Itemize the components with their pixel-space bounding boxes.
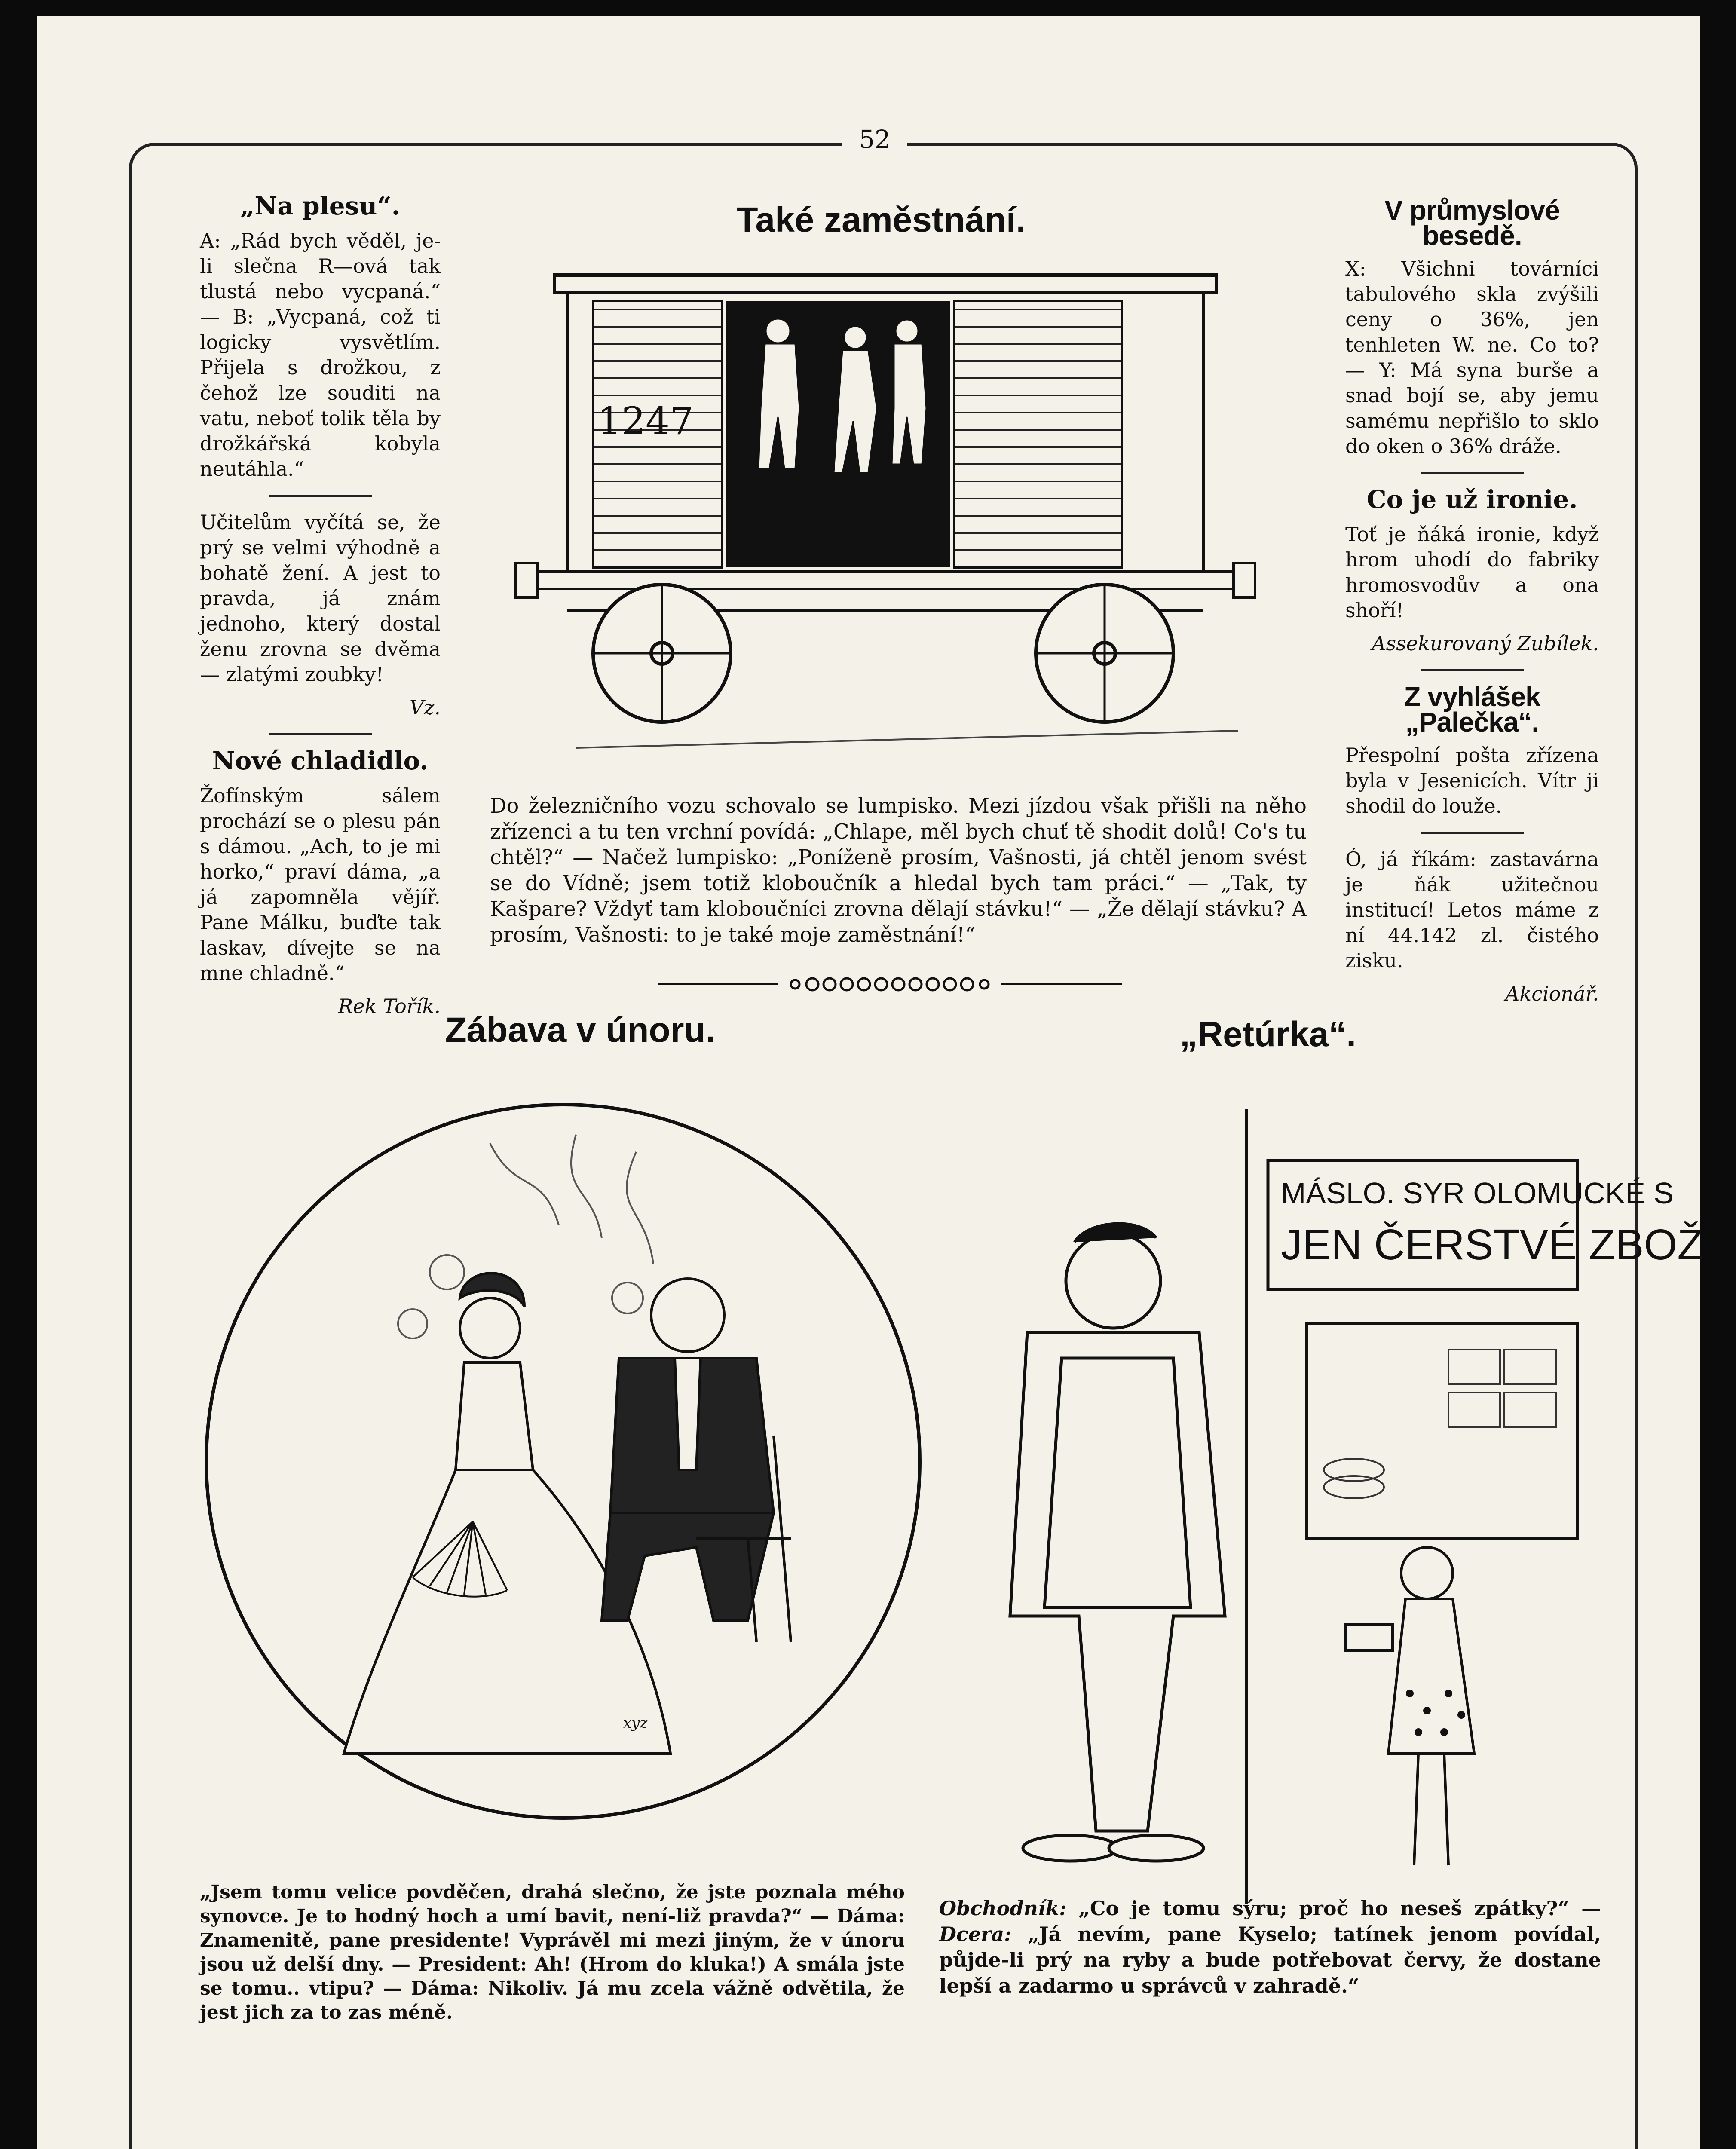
right-column — [1345, 195, 1599, 1014]
shop-sign-line2: JEN ČERSTVÉ ZBOŽ — [1281, 1221, 1704, 1269]
shop-scene-illustration — [933, 1100, 1704, 1913]
nove-chladidlo-text: Žofínským sálem prochází se o plesu pán s dámou. „Ach, to je mi horko,“ praví dáma, „a já zapomněla vějíř. Pane Málku, buďte tak laskav, dívejte se na mne chladně.“ — [200, 784, 441, 985]
divider — [269, 733, 372, 735]
dcera-label: Dcera: — [939, 1922, 1012, 1946]
zastavarna-signature: Akcionář. — [1505, 982, 1599, 1005]
shop-sign-line1: MÁSLO. SYR OLOMUCKÉ S — [1281, 1176, 1674, 1210]
divider — [269, 495, 372, 497]
zastavarna-text: Ó, já říkám: zastavárna je ňák užitečnou institucí! Letos máme z ní 44.142 zl. čistého zisku. — [1345, 848, 1599, 972]
ball-scene-illustration — [189, 1083, 937, 1840]
ucitelum-text: Učitelům vyčítá se, že prý se velmi výhodně a bohatě žení. A jest to pravda, já znám jednoho, který dostal ženu zrovna se dvěma — zlatými zoubky! — [200, 511, 441, 686]
zabava-title: Zábava v únoru. — [445, 1010, 716, 1050]
returka-caption — [939, 1895, 1601, 1999]
page-number: 52 — [842, 125, 907, 154]
divider — [1421, 832, 1524, 834]
ironie-title: Co je už ironie. — [1366, 485, 1578, 514]
zabava-caption: „Jsem tomu velice povděčen, drahá slečno, že jste poznala mého synovce. Je to hodný hoch a umí bavit, není-liž pravda?“ — Dáma: Znamenitě, pane presidente! Vyprávěl mi mezi jiným, že v únoru jsou už delší dny. — President: Ah! (Hrom do kluka!) A smála jste se tomu.. vtipu? — Dáma: Nikoliv. Já mu zcela vážně odvětila, že jest jich za to zas méně. — [200, 1881, 905, 2023]
wagon-number: 1247 — [597, 399, 694, 443]
take-zamestnani-caption: Do železničního vozu schovalo se lumpisko. Mezi jízdou však přišli na něho zřízenci a tu ten vrchní povídá: „Chlape, měl bych chuť tě shodit dolů! Co's tu chtěl?“ — Načež lumpisko: „Poníženě prosím, Vašnosti, já chtěl jenom svést se do Vídně; jsem totiž kloboučník a hledal bych tam práci.“ — „Tak, ty Kašpare? Vždyť tam kloboučníci zrovna dělají stávku!“ — „Že dělají stávku? A prosím, Vašnosti: to je také moje zaměstnání!“ — [490, 794, 1307, 947]
take-zamestnani-title: Také zaměstnání. — [736, 200, 1026, 239]
v-prumyslove-title: V průmyslové besedě. — [1384, 195, 1560, 251]
obchodnik-line: „Co je tomu sýru; proč ho neseš zpátky?“ — — [1078, 1897, 1601, 1920]
artist-mark: xyz — [623, 1714, 648, 1732]
nove-chladidlo-signature: Rek Tořík. — [338, 995, 441, 1018]
obchodnik-label: Obchodník: — [939, 1897, 1067, 1920]
divider — [1421, 669, 1524, 671]
vyhlasky-title: Z vyhlášek „Palečka“. — [1404, 681, 1540, 738]
divider — [1421, 472, 1524, 474]
left-column — [200, 193, 441, 1027]
ironie-signature: Assekurovaný Zubílek. — [1372, 632, 1599, 655]
na-plesu-title: „Na plesu“. — [240, 191, 400, 220]
returka-title: „Retúrka“. — [1179, 1015, 1356, 1054]
v-prumyslove-text: X: Všichni továrníci tabulového skla zvýšili ceny o 36%, jen tenhleten W. ne. Co to? — Y: Má syna burše a snad bojí se, aby jemu samému nepřišlo to sklo do oken o 36% dráže. — [1345, 257, 1599, 458]
na-plesu-text: A: „Rád bych věděl, je-li slečna R—ová tak tlustá nebo vycpaná.“ — B: „Vycpaná, což ti logicky vysvětlím. Přijela s drožkou, z čehož lze souditi na vatu, neboť tolik těla by drožkářská kobyla neutáhla.“ — [200, 229, 441, 481]
dcera-line: „Já nevím, pane Kyselo; tatínek jenom povídal, půjde-li prý na ryby a bude potřebovat červy, že dostane lepší a zadarmo u správců v zahradě.“ — [939, 1922, 1601, 1997]
ornament-divider — [658, 971, 1122, 997]
ironie-text: Toť je ňáká ironie, když hrom uhodí do fabriky hromosvodův a ona shoří! — [1345, 523, 1599, 622]
nove-chladidlo-title: Nové chladidlo. — [212, 746, 429, 775]
train-wagon-illustration — [499, 266, 1289, 765]
ucitelum-signature: Vz. — [409, 696, 441, 719]
vyhlasky-text: Přespolní pošta zřízena byla v Jesenicích. Vítr ji shodil do louže. — [1345, 744, 1599, 817]
